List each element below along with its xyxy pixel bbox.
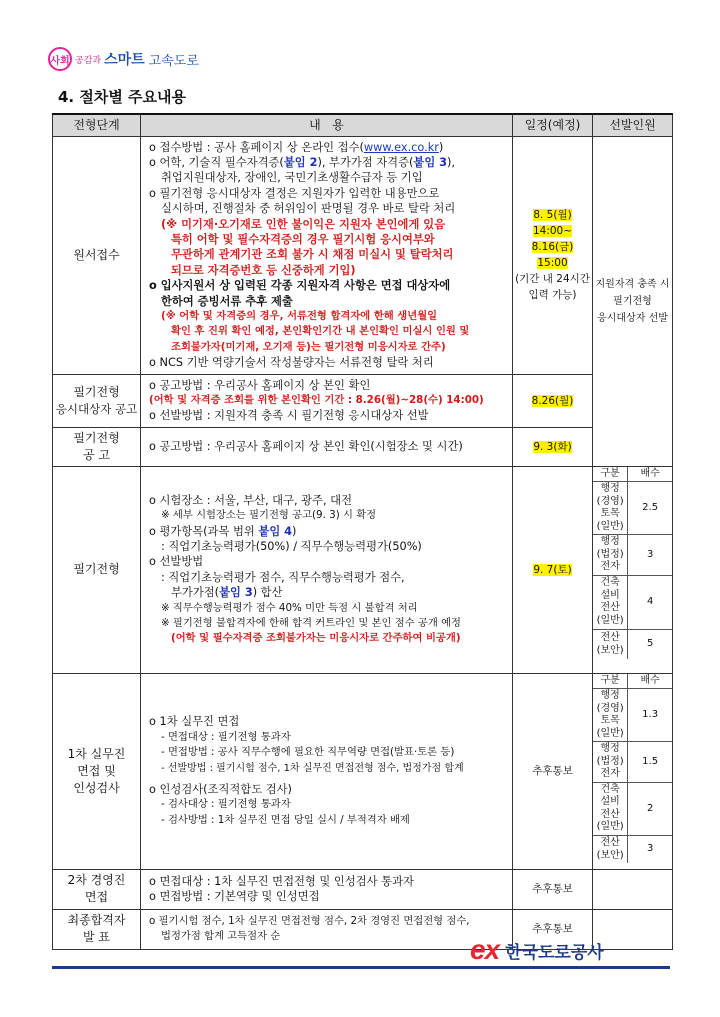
ratio-header: 배수 xyxy=(628,467,672,482)
selection-ratio-cell xyxy=(593,673,673,869)
content-line: 실시하며, 진행절차 중 허위임이 판명될 경우 바로 탈락 처리 xyxy=(161,202,456,216)
content-cell xyxy=(141,427,513,466)
ratio-group: 전산 (보안) xyxy=(593,629,628,659)
content-cell xyxy=(141,673,513,869)
ratio-group: 행정 (경영) 토목 (일반) xyxy=(593,482,628,535)
content-line: 확인 후 진위 확인 예정, 본인확인기간 내 본인확인 미실시 인원 및 xyxy=(171,325,470,338)
header-logo xyxy=(48,46,199,72)
ratio-value: 1.3 xyxy=(628,689,672,742)
content-cell xyxy=(141,374,513,427)
content-line: o 공고방법 : 우리공사 홈페이지 상 본인 확인 xyxy=(149,378,371,392)
ratio-value: 1.5 xyxy=(628,742,672,783)
ratio-group: 건축 설비 전산 (일반) xyxy=(593,575,628,629)
table-row xyxy=(53,466,673,673)
content-line: : 직업기초능력평가 점수, 직무수행능력평가 점수, xyxy=(161,570,405,584)
schedule-cell xyxy=(513,466,593,673)
content-line: - 검사대상 : 필기전형 통과자 xyxy=(161,798,291,811)
content-line: ※ 세부 시험장소는 필기전형 공고(9. 3) 시 확정 xyxy=(161,509,377,522)
content-line: 특히 어학 및 필수자격증의 경우 필기시험 응시여부와 xyxy=(171,232,435,246)
content-cell xyxy=(141,909,513,949)
content-line: o 면접방법 : 기본역량 및 인성면접 xyxy=(149,890,320,904)
selection-ratio-cell xyxy=(593,466,673,673)
content-line: (※ 어학 및 자격증의 경우, 서류전형 합격자에 한해 생년월일 xyxy=(161,309,438,322)
ratio-value: 4 xyxy=(628,575,672,629)
logo-small-text: 공감과 xyxy=(75,55,102,66)
stage-cell: 최종합격자 발 표 xyxy=(53,909,141,949)
schedule-end: 8.16(금) 15:00 xyxy=(531,241,574,270)
content-line: 한하여 증빙서류 추후 제출 xyxy=(161,294,293,308)
ratio-value: 2.5 xyxy=(628,482,672,535)
selection-cell xyxy=(593,869,673,909)
content-line: o 평가항목(과목 범위 붙임 4) xyxy=(149,524,297,538)
content-line: o 필기전형 응시대상자 결정은 지원자가 입력한 내용만으로 xyxy=(149,186,440,200)
content-line: o 필기시험 점수, 1차 실무진 면접전형 점수, 2차 경영진 면접전형 점수, xyxy=(149,914,470,927)
ratio-header: 배수 xyxy=(628,674,672,689)
content-line: ※ 필기전형 불합격자에 한해 합격 커트라인 및 본인 점수 공개 예정 xyxy=(161,617,461,630)
content-line: ※ 직무수행능력평가 점수 40% 미만 득점 시 불합격 처리 xyxy=(161,601,418,614)
ratio-header: 구분 xyxy=(593,467,628,482)
content-line: 되므로 자격증번호 등 신중하게 기입) xyxy=(171,263,356,277)
content-line: o 공고방법 : 우리공사 홈페이지 상 본인 확인(시험장소 및 시간) xyxy=(149,440,463,454)
content-cell xyxy=(141,136,513,374)
content-line: 조회불가자(미기재, 오기재 등)는 필기전형 미응시자로 간주) xyxy=(171,340,446,353)
header-selection: 선발인원 xyxy=(593,114,673,136)
table-header-row xyxy=(53,114,673,136)
stage-cell: 필기전형 응시대상자 공고 xyxy=(53,374,141,427)
content-line: - 검사방법 : 1차 실무진 면접 당일 실시 / 부적격자 배제 xyxy=(161,813,410,826)
content-line: o 1차 실무진 면접 xyxy=(149,715,240,729)
content-line: o 인성검사(조직적합도 검사) xyxy=(149,783,292,797)
header-stage: 전형단계 xyxy=(53,114,141,136)
content-line: o 선발방법 xyxy=(149,555,204,569)
content-line: 취업지원대상자, 장애인, 국민기초생활수급자 등 기입 xyxy=(161,171,423,185)
procedure-table xyxy=(52,113,673,950)
homepage-link[interactable]: www.ex.co.kr xyxy=(363,140,439,154)
content-line: - 면접대상 : 필기전형 통과자 xyxy=(161,730,291,743)
table-row xyxy=(53,374,673,427)
table-row xyxy=(53,136,673,374)
schedule-start: 8. 5(월) 14:00~ xyxy=(532,209,573,238)
content-line: o 어학, 기술직 필수자격증(붙임 2), 부가가점 자격증(붙임 3), xyxy=(149,155,456,169)
logo-big-text: 스마트 xyxy=(104,52,145,68)
ratio-value: 3 xyxy=(646,843,654,855)
stage-cell: 2차 경영진 면접 xyxy=(53,869,141,909)
content-line: (어학 및 자격증 조회를 위한 본인확인 기간 : 8.26(월)~28(수) 14:00) xyxy=(149,394,484,406)
selection-text: 지원자격 충족 시 xyxy=(595,278,670,290)
schedule-cell xyxy=(513,374,593,427)
logo-badge-text: 사회 xyxy=(50,55,70,67)
section-title: 4. 절차별 주요내용 xyxy=(58,88,187,106)
ratio-table xyxy=(593,674,672,864)
content-line: 부가가점(붙임 3) 합산 xyxy=(171,586,283,600)
selection-cell xyxy=(593,136,673,466)
content-cell xyxy=(141,466,513,673)
stage-cell: 원서접수 xyxy=(53,136,141,374)
schedule-date: 9. 7(토) xyxy=(533,563,572,576)
header-schedule: 일정(예정) xyxy=(513,114,593,136)
schedule-note: (기간 내 24시간 xyxy=(515,273,590,286)
content-line: o NCS 기반 역량기술서 작성불량자는 서류전형 탈락 처리 xyxy=(149,356,434,370)
ratio-value: 2 xyxy=(628,782,672,835)
ratio-value: 3 xyxy=(628,535,672,576)
content-line: o 접수방법 : 공사 홈페이지 상 온라인 접수(www.ex.co.kr) xyxy=(149,140,444,154)
selection-text: 필기전형 xyxy=(613,295,652,307)
schedule-cell xyxy=(513,136,593,374)
schedule-cell: 추후통보 xyxy=(513,673,593,869)
schedule-cell: 추후통보 xyxy=(513,869,593,909)
content-line: o 면접대상 : 1차 실무진 면접전형 및 인성검사 통과자 xyxy=(149,874,414,888)
ratio-group: 행정 (법정) 전자 xyxy=(593,742,628,783)
stage-cell: 필기전형 공 고 xyxy=(53,427,141,466)
selection-cell xyxy=(593,909,673,949)
content-line: - 선발방법 : 필기시험 점수, 1차 실무진 면접전형 점수, 법정가점 합계 xyxy=(161,762,464,774)
ratio-value: 5 xyxy=(646,638,654,650)
content-line: o 입사지원서 상 입력된 각종 지원자격 사항은 면접 대상자에 xyxy=(149,279,451,293)
stage-cell: 필기전형 xyxy=(53,466,141,673)
content-line: o 시험장소 : 서울, 부산, 대구, 광주, 대전 xyxy=(149,493,352,507)
ratio-group: 행정 (경영) 토목 (일반) xyxy=(593,689,628,742)
table-row xyxy=(53,427,673,466)
content-line: - 면접방법 : 공사 직무수행에 필요한 직무역량 면접(발표·토론 등) xyxy=(161,746,455,759)
content-line: 법정가점 합계 고득점자 순 xyxy=(161,930,281,943)
content-line: 무관하게 관계기관 조회 불가 시 채점 미실시 및 탈락처리 xyxy=(171,248,454,262)
footer-divider xyxy=(52,966,670,969)
footer-logo xyxy=(470,934,604,966)
table-row xyxy=(53,869,673,909)
ex-logo-icon: ex xyxy=(470,934,500,965)
content-line: : 직업기초능력평가(50%) / 직무수행능력평가(50%) xyxy=(161,540,422,553)
schedule-date: 8.26(월) xyxy=(531,394,574,407)
stage-cell: 1차 실무진 면접 및 인성검사 xyxy=(53,673,141,869)
logo-tail-text: 고속도로 xyxy=(148,53,199,69)
header-content: 내 용 xyxy=(141,114,513,136)
logo-badge-icon xyxy=(48,47,72,71)
ratio-table xyxy=(593,467,672,660)
content-line: o 선발방법 : 지원자격 충족 시 필기전형 응시대상자 선발 xyxy=(149,409,429,423)
ratio-header: 구분 xyxy=(593,674,628,689)
content-cell xyxy=(141,869,513,909)
content-line: (※ 미기재·오기재로 인한 불이익은 지원자 본인에게 있음 xyxy=(161,217,446,231)
schedule-note: 입력 가능) xyxy=(528,289,577,302)
content-line: (어학 및 필수자격증 조회불가자는 미응시자로 간주하여 비공개) xyxy=(171,632,461,645)
ratio-group: 전산 (보안) xyxy=(593,835,628,863)
ratio-group: 행정 (법정) 전자 xyxy=(593,535,628,576)
schedule-date: 9. 3(화) xyxy=(533,440,572,453)
ratio-group: 건축 설비 전산 (일반) xyxy=(593,782,628,835)
schedule-cell xyxy=(513,427,593,466)
corporation-name: 한국도로공사 xyxy=(505,942,604,963)
schedule-cell: 추후통보 xyxy=(513,909,593,949)
selection-text: 응시대상자 선발 xyxy=(597,312,668,324)
table-row xyxy=(53,673,673,869)
